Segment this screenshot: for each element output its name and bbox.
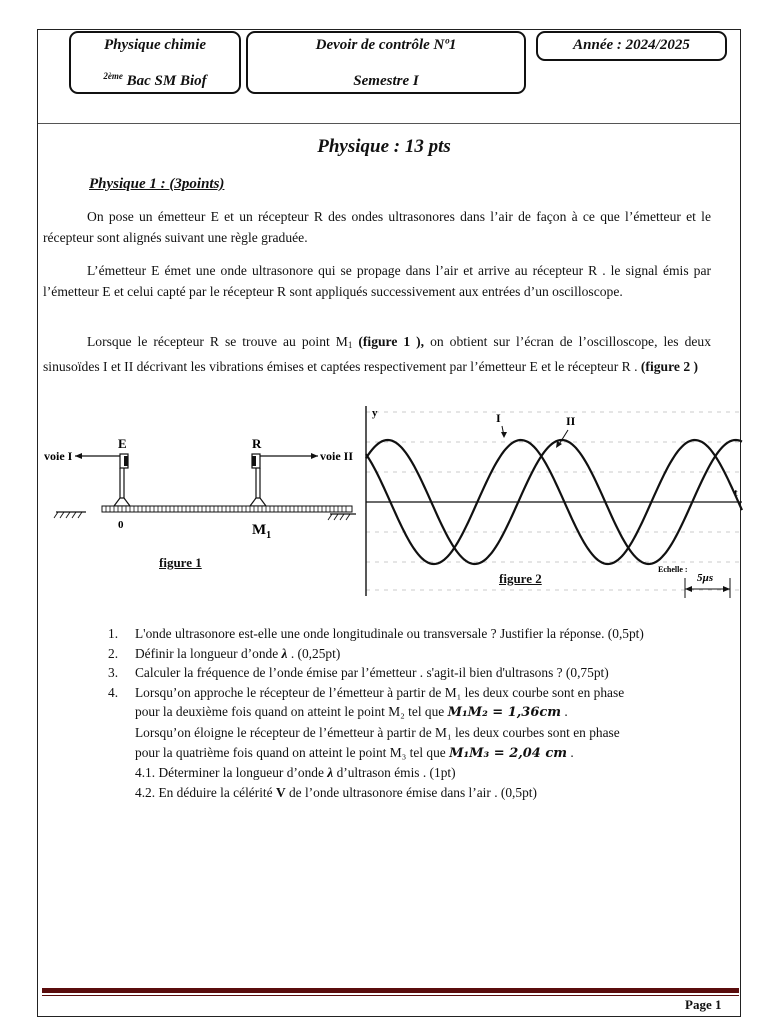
receiver-r-label: R (252, 436, 262, 451)
question-4-line-2-text: pour la deuxième fois quand on atteint le point M₂ tel que (135, 704, 448, 720)
header-class-level: 2ème (103, 71, 123, 81)
question-4-2-text-a: En déduire la célérité (158, 784, 276, 800)
question-4-1-number: 4.1. (135, 765, 156, 781)
scale-label: Echelle : (658, 565, 688, 574)
curve-i-label: I (496, 411, 501, 425)
paragraph-3-text-b: on obtient sur l’écran de l’oscilloscope, les deux sinusoïdes I et II décrivant les vibrations émises et captées respectivement par l’émetteur E et le récepteur R . (43, 334, 711, 374)
equation-m1m3: M₁M₃ = 2,04 cm (449, 745, 568, 761)
question-2-text-b: . (0,25pt) (287, 645, 341, 661)
paragraph-3-text-a: Lorsque le récepteur R se trouve au point M (87, 334, 348, 349)
question-2-text-a: Définir la longueur d’onde (135, 645, 282, 661)
paragraph-2-text: L’émetteur E émet une onde ultrasonore qui se propage dans l’air et arrive au récepteur R . le signal émis par l’émetteur E et celui capté par le récepteur R sont appliqués successivement aux entrées d’un oscilloscope. (43, 263, 711, 299)
header-class-name: Bac SM Biof (122, 73, 207, 89)
question-4-line-1: Lorsqu’on approche le récepteur de l’émetteur à partir de M₁ les deux courbe sont en phase (135, 684, 625, 700)
voie-2-label: voie II (320, 449, 353, 463)
exercise-title: Physique 1 : (3points) (89, 176, 225, 192)
paragraph-3-fig1-ref: (figure 1 ), (358, 334, 425, 349)
figure-2-caption: figure 2 (499, 571, 542, 586)
question-2 (108, 644, 728, 664)
lambda-symbol: λ (281, 645, 288, 661)
footer-line (42, 995, 739, 996)
question-4-1-text-b: d’ultrason émis . (1pt) (333, 765, 456, 781)
question-4-line-3: Lorsqu’on éloigne le récepteur de l’émetteur à partir de M₁ les deux courbes sont en phase (135, 724, 620, 740)
question-1 (108, 624, 728, 644)
lambda-symbol: λ (327, 765, 334, 781)
page-number: Page 1 (685, 997, 722, 1012)
header-divider (38, 123, 740, 124)
paragraph-1 (43, 206, 711, 248)
question-4 (108, 683, 728, 763)
question-4-2-text-b: de l’onde ultrasonore émise dans l’air . (0,5pt) (285, 784, 537, 800)
point-m1-label: $M_1$ (252, 522, 272, 541)
question-3-text: Calculer la fréquence de l’onde émise par l’émetteur . s'agit-il bien d'ultrasons ? (0,75pt) (135, 665, 609, 681)
velocity-symbol: V (275, 784, 286, 800)
question-4-2 (108, 783, 728, 803)
curve-ii-label: II (566, 414, 576, 428)
question-1-number: 1. (108, 626, 119, 641)
header-subject: Physique chimie (103, 37, 207, 53)
t-axis-label: t (734, 487, 738, 499)
question-4-1 (108, 763, 728, 783)
question-4-line-2: pour la deuxième fois quand on atteint le point M₂ tel que M₁M₂ = 1,36cm . (135, 704, 568, 721)
questions-list (108, 624, 728, 802)
question-4-2-number: 4.2. (135, 784, 156, 800)
figure-2-oscillogram (358, 400, 746, 600)
question-3 (108, 663, 728, 683)
paragraph-1-text: On pose un émetteur E et un récepteur R des ondes ultrasonores dans l’air de façon à ce que l’émetteur et le récepteur sont alignés suivant une règle graduée. (43, 209, 711, 245)
question-1-text: L'onde ultrasonore est-elle une onde longitudinale ou transversale ? Justifier la réponse. (0,5pt) (135, 626, 644, 641)
voie-1-label: voie I (44, 449, 73, 463)
ruler-zero-label: 0 (118, 519, 124, 531)
question-4-line-4-text: pour la quatrième fois quand on atteint le point M₃ tel que (135, 744, 450, 760)
paragraph-3-sub: 1 (347, 340, 353, 350)
figure-1-caption: figure 1 (159, 555, 202, 570)
header-semester: Semestre I (353, 73, 419, 89)
y-axis-label: y (372, 407, 378, 419)
paragraph-2 (43, 260, 711, 302)
question-2-number: 2. (108, 645, 119, 661)
paragraph-3-fig2-ref: (figure 2 ) (640, 359, 699, 374)
equation-m1m2: M₁M₂ = 1,36cm (447, 705, 562, 721)
footer-bar (42, 988, 739, 993)
question-3-number: 3. (108, 665, 119, 681)
scale-value: 5µs (697, 572, 714, 584)
question-4-number: 4. (108, 684, 119, 700)
question-4-line-4: pour la quatrième fois quand on atteint le point M₃ tel que M₁M₃ = 2,04 cm . (135, 744, 574, 761)
header-year-box (536, 31, 727, 61)
figure-1-diagram (40, 430, 360, 550)
paragraph-3 (43, 331, 711, 377)
emitter-e-label: E (118, 436, 127, 451)
header-class (71, 71, 239, 90)
header-exam-title: Devoir de contrôle Nº1 (315, 37, 457, 53)
section-title: Physique : 13 pts (317, 136, 451, 157)
header-subject-box (69, 31, 241, 94)
header-year: Année : 2024/2025 (573, 37, 690, 53)
question-4-1-text-a: Déterminer la longueur d’onde (158, 765, 328, 781)
header-exam-box (246, 31, 526, 94)
